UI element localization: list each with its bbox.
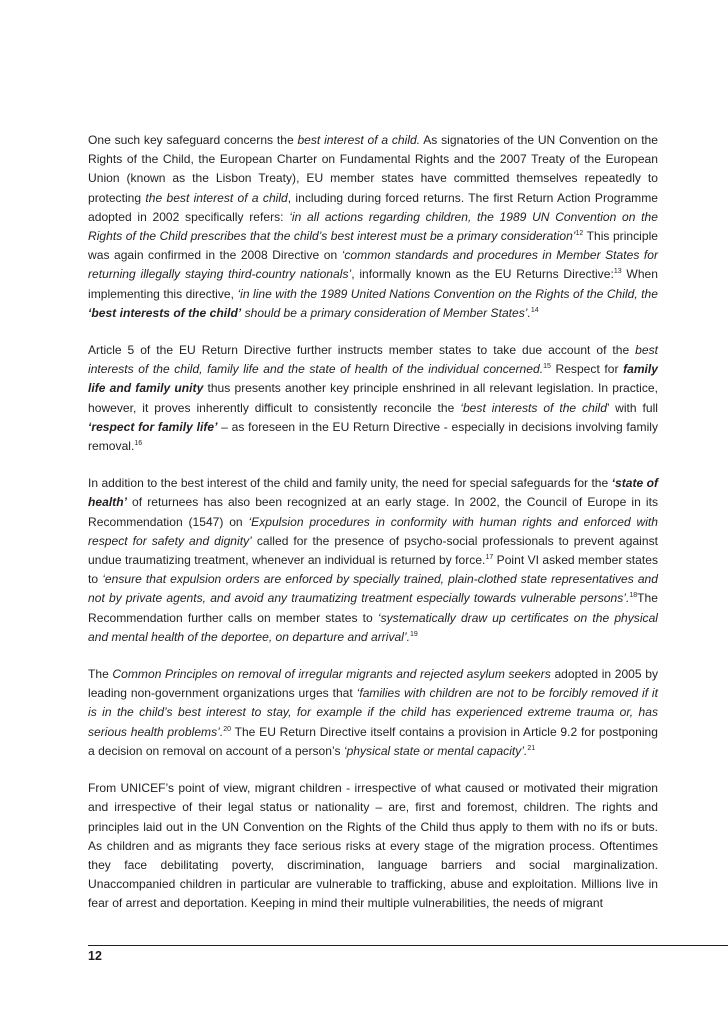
body-text: As signatories of the UN Convention on the Rights of the Child, the European Charter on Fundamental Rights and the 2007 Treaty of the European Union (known as the Lisbon Treaty), EU member states have committed themselves repeatedly to protecting (88, 133, 658, 205)
paragraph-4 (88, 665, 658, 761)
italic-text: ‘common standards and procedures in Member States for returning illegally staying third-country nationals’ (88, 248, 658, 282)
emphasis-text: ‘best interests of the child’ (88, 305, 242, 320)
italic-text: ‘systematically draw up certificates on the physical and mental health of the deportee, on departure and arrival’. (88, 610, 658, 644)
emphasis-text: family life and family unity (88, 362, 658, 396)
paragraph-5 (88, 779, 658, 913)
body-text: thus presents another key principle enshrined in all relevant legislation. In practice, however, it proves inherently difficult to consistently reconcile the (88, 381, 658, 415)
paragraph-1 (88, 131, 658, 323)
body-text: This principle was again confirmed in the 2008 Directive on (88, 229, 658, 263)
italic-text: ‘in line with the 1989 United Nations Convention on the Rights of the Child, the (237, 286, 658, 301)
italic-text: ‘ensure that expulsion orders are enforced by specially trained, plain-clothed state representatives and not by private agents, and avoid any traumatizing treatment especially towards vulnerable persons’. (88, 572, 658, 606)
page-body (88, 131, 658, 932)
body-text: , including during forced returns. The first Return Action Programme adopted in 2002 specifically refers: (88, 190, 658, 224)
body-text: The Recommendation further calls on member states to (88, 591, 658, 625)
italic-text: ‘Expulsion procedures in conformity with human rights and enforced with respect for safety and dignity’ (88, 514, 658, 548)
body-text: called for the presence of psycho-social professionals to prevent against undue traumatizing treatment, whenever an individual is returned by force. (88, 533, 659, 568)
footnote-ref: 16 (134, 440, 143, 448)
footnote-ref: 12 (575, 230, 584, 237)
italic-text: should be a primary consideration of Member States’. (241, 305, 531, 320)
body-text: From UNICEF’s point of view, migrant children - irrespective of what caused or motivated their migration and irrespective of their legal status or nationality – are, first and foremost, children. The rights and principles laid out in the UN Convention on the Rights of the Child thus apply to them with no ifs or buts. As children and as migrants they face serious risks at every stage of the migration process. Oftentimes they face debilitating poverty, discrimination, language barriers and social marginalization. Unaccompanied children in particular are vulnerable to trafficking, abuse and exploitation. Millions live in fear of arrest and deportation. Keeping in mind their multiple vulnerabilities, the needs of migrant (88, 781, 658, 911)
body-text: of returnees has also been recognized at an early stage. In 2002, the Council of Europe in its Recommendation (1547) on (88, 495, 658, 529)
body-text: Article 5 of the EU Return Directive further instructs member states to take due account of the (88, 343, 636, 358)
footnote-ref: 18 (629, 592, 638, 600)
body-text: The EU Return Directive itself contains a provision in Article 9.2 for postponing a decision on removal on account of a person’s (88, 724, 658, 758)
footnote-ref: 20 (223, 725, 232, 733)
italic-text: best interest of a child. (297, 133, 421, 147)
body-text: ’ with full (606, 400, 658, 415)
footnote-ref: 21 (527, 744, 536, 752)
body-text: The (88, 667, 113, 682)
body-text: One such key safeguard concerns the (88, 133, 298, 147)
body-text: adopted in 2005 by leading non-government organizations urges that (88, 667, 658, 701)
paragraph-3 (88, 474, 658, 647)
body-text: , informally known as the EU Returns Directive: (351, 267, 614, 282)
italic-text: ‘best interests of the child (460, 400, 607, 415)
emphasis-text: ‘respect for family life’ (88, 419, 218, 434)
italic-text: best interests of the child, family life and the state of health of the individual concerned. (88, 343, 658, 377)
footnote-ref: 15 (543, 363, 551, 371)
italic-text: ‘physical state or mental capacity’. (343, 743, 528, 758)
body-text: Point VI asked member states to (88, 553, 658, 587)
emphasis-text: ‘state of health’ (88, 476, 658, 510)
body-text: – as foreseen in the EU Return Directive - especially in decisions involving family removal. (88, 419, 659, 454)
body-text: When implementing this directive, (88, 267, 658, 301)
footer-rule (88, 945, 728, 946)
footnote-ref: 13 (613, 268, 622, 276)
paragraph-2 (88, 341, 658, 456)
body-text: Respect for (550, 362, 624, 377)
italic-text: the best interest of a child (145, 190, 288, 205)
italic-text: ‘in all actions regarding children, the 1989 UN Convention on the Rights of the Child prescribes that the child’s best interest must be a primary consideration’ (88, 209, 658, 244)
italic-text: ‘families with children are not to be forcibly removed if it is in the child’s best interest to stay, for example if the child has experienced extreme trauma or, has serious health problems’. (88, 686, 658, 739)
page-number: 12 (88, 949, 102, 963)
body-text: In addition to the best interest of the child and family unity, the need for special safeguards for the (88, 476, 612, 491)
italic-text: Common Principles on removal of irregular migrants and rejected asylum seekers (112, 667, 551, 682)
footnote-ref: 14 (530, 306, 539, 314)
footnote-ref: 17 (485, 554, 494, 562)
footnote-ref: 19 (410, 630, 418, 638)
